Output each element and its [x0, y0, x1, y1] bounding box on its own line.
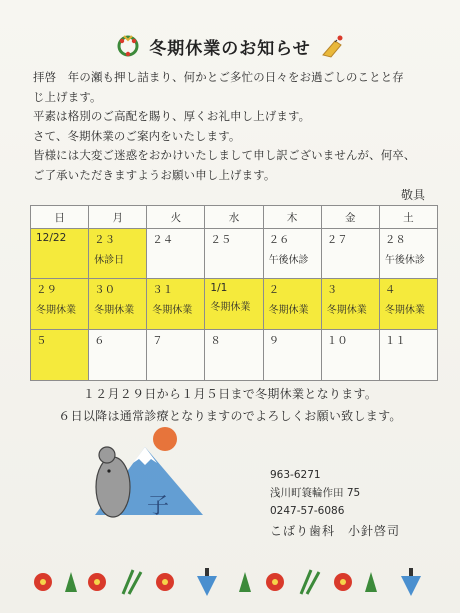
cell-note: 冬期休業: [94, 305, 135, 316]
calendar-cell: [89, 279, 147, 330]
letter-line: 拝啓 年の瀬も押し詰まり、何かとご多忙の日々をお過ごしのことと存: [33, 70, 404, 84]
calendar-cell: [321, 279, 379, 330]
spinning-top-icon: [401, 568, 421, 596]
calendar-cell: [147, 279, 205, 330]
plum-blossom-icon: [266, 573, 284, 591]
closing-word: 敬具: [400, 188, 425, 202]
cell-day: ６: [94, 335, 105, 347]
clinic-name: こばり歯科 小針啓司: [270, 524, 401, 538]
calendar-cell: [263, 330, 321, 381]
weekday-mon: 月: [89, 206, 147, 229]
cell-day: ２６: [268, 234, 290, 246]
cell-note: 冬期休業: [36, 305, 76, 316]
letter-line: 皆様には大変ご迷惑をおかけいたしまして申し訳ございませんが、何卒、: [33, 148, 416, 163]
cell-day: ３１: [152, 284, 174, 296]
cell-day: ７: [152, 335, 163, 347]
calendar-cell: [31, 279, 89, 330]
mouse-mount-fuji-illustration: [85, 425, 215, 535]
clinic-contact: [270, 466, 400, 540]
calendar-week: [31, 279, 438, 330]
cell-day: ２５: [210, 234, 232, 246]
calendar-cell: [321, 330, 379, 381]
calendar-cell: [147, 330, 205, 381]
new-year-border: [25, 562, 435, 602]
page-title: 冬期休業のお知らせ: [149, 38, 311, 59]
letter-line: じ上げます。: [33, 89, 102, 104]
cell-day: ２８: [384, 234, 406, 246]
calendar-cell: [205, 279, 263, 330]
closure-notice: [0, 383, 460, 427]
calendar-cell: [147, 229, 205, 279]
cell-note: 午後休診: [384, 255, 425, 266]
cell-day: １１: [384, 335, 406, 347]
clinic-address: 浅川町簑輪作田 75: [270, 487, 361, 499]
cell-day: ２３: [94, 234, 116, 246]
cell-day: ２４: [152, 234, 174, 246]
cell-note: 冬期休業: [152, 305, 193, 316]
cell-note: 冬期休業: [268, 305, 309, 316]
mouse-ear-icon: [99, 447, 115, 463]
greeting-letter: [33, 68, 443, 186]
rat-kanji: 子: [147, 494, 170, 519]
plum-blossom-icon: [88, 573, 106, 591]
pine-icon: [365, 572, 377, 592]
sunrise-icon: [153, 427, 177, 451]
calendar-cell: [89, 229, 147, 279]
calendar-cell: [31, 330, 89, 381]
cell-day: ８: [210, 335, 221, 347]
cell-day: ３０: [94, 284, 116, 296]
calendar-cell: [205, 229, 263, 279]
weekday-sat: 土: [379, 206, 437, 229]
calendar-cell: [89, 330, 147, 381]
cell-day: ２: [268, 284, 280, 296]
cell-day: １０: [326, 335, 348, 347]
weekday-tue: 火: [147, 206, 205, 229]
cell-note: 冬期休業: [326, 305, 367, 316]
bamboo-icon: [301, 570, 319, 594]
notice-line: ６日以降は通常診療となりますのでよろしくお願い致します。: [58, 409, 402, 423]
calendar-cell: [263, 229, 321, 279]
letter-line: ご了承いただきますようお願い申し上げます。: [33, 167, 276, 182]
calendar-week: [31, 330, 438, 381]
calendar-header-row: [31, 206, 438, 229]
phone-number-full: 0247-57-6086: [270, 505, 345, 517]
title-row: [0, 30, 460, 62]
cell-note: 休診日: [94, 255, 125, 266]
mouse-icon: [96, 457, 130, 517]
calendar-cell: [31, 229, 89, 279]
plum-blossom-icon: [34, 573, 52, 591]
ema-plaque-icon: [319, 33, 345, 59]
calendar-cell: [321, 229, 379, 279]
cell-day: 12/22: [36, 232, 67, 244]
phone-number: 963-6271: [270, 469, 321, 481]
calendar-cell: [205, 330, 263, 381]
cell-day: ５: [36, 335, 47, 347]
pine-icon: [65, 572, 77, 592]
cell-note: 冬期休業: [210, 302, 251, 313]
cell-day: ２７: [326, 234, 348, 246]
cell-note: 冬期休業: [384, 305, 425, 316]
letter-line: 平素は格別のご高配を賜り、厚くお礼申し上げます。: [33, 109, 311, 124]
weekday-fri: 金: [321, 206, 379, 229]
calendar-cell: [379, 330, 437, 381]
calendar-week: [31, 229, 438, 279]
holiday-calendar: [30, 205, 438, 381]
bamboo-icon: [123, 570, 141, 594]
plum-blossom-icon: [156, 573, 174, 591]
calendar-cell: [379, 279, 437, 330]
notice-line: １２月２９日から１月５日まで冬期休業となります。: [82, 387, 378, 401]
plum-blossom-icon: [334, 573, 352, 591]
letter-line: さて、冬期休業のご案内をいたします。: [33, 128, 241, 143]
weekday-wed: 水: [205, 206, 263, 229]
cell-day: ４: [384, 284, 396, 296]
weekday-thu: 木: [263, 206, 321, 229]
cell-day: ２９: [36, 284, 57, 296]
cell-note: 午後休診: [268, 255, 309, 266]
calendar-cell: [379, 229, 437, 279]
spinning-top-icon: [197, 568, 217, 596]
cell-day: ３: [326, 284, 338, 296]
pine-icon: [239, 572, 251, 592]
cell-day: ９: [268, 335, 280, 347]
weekday-sun: 日: [31, 206, 89, 229]
cell-day: 1/1: [210, 282, 228, 294]
wreath-icon: [115, 33, 141, 59]
calendar-cell: [263, 279, 321, 330]
